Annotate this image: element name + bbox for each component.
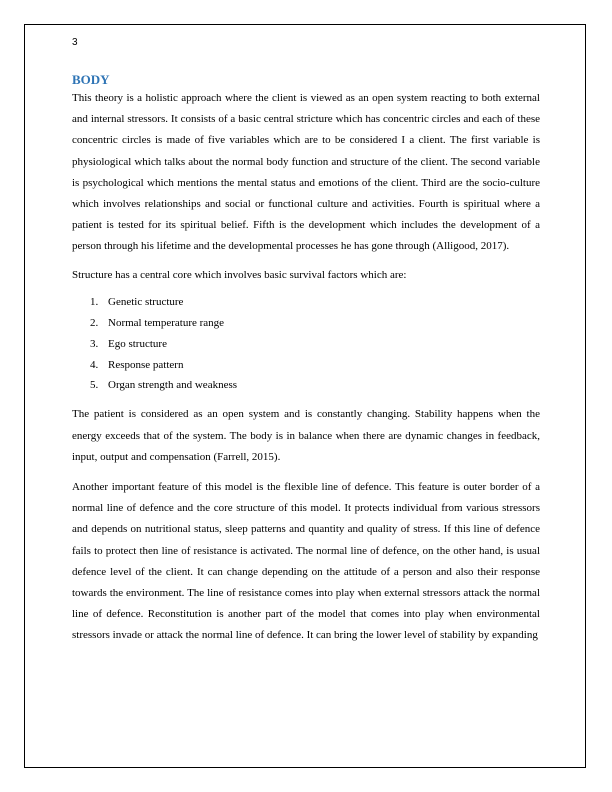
list-item-text: Response pattern — [108, 358, 184, 371]
paragraph-structure-intro: Structure has a central core which involves basic survival factors which are: — [72, 268, 407, 281]
list-item-number: 1. — [90, 295, 99, 308]
survival-factors-list — [72, 292, 540, 397]
list-item — [72, 375, 540, 396]
list-item — [72, 334, 540, 355]
list-item-number: 5. — [90, 379, 99, 392]
page-number: 3 — [72, 37, 78, 48]
list-item-number: 4. — [90, 358, 99, 371]
list-item-number: 3. — [90, 337, 99, 350]
document-body — [72, 71, 540, 647]
list-item-text: Normal temperature range — [108, 316, 225, 329]
list-item-number: 2. — [90, 316, 99, 329]
section-heading: BODY — [72, 72, 110, 87]
list-item-text: Ego structure — [108, 337, 167, 350]
paragraph-lines-of-defence: Another important feature of this model is the flexible line of defence. This feature is outer border of a normal line of defence and the core structure of this model. It protects individual from various stressors and depends on nutritional status, sleep patterns and quantity and quality of stress. If this line of defence fails to protect then line of resistance is activated. The normal line of defence, on the other hand, is usual defence level of the client. It can change depending on the attitude of a person and also their response towards the environment. The line of resistance comes into play when external stressors attack the normal line of defence. Reconstitution is another part of the model that comes into play when environmental stressors invade or attack the normal line of defence. It can bring the lower level of stability by expanding — [72, 480, 540, 642]
list-item-text: Organ strength and weakness — [108, 379, 238, 392]
list-item — [72, 292, 540, 313]
list-item-text: Genetic structure — [108, 295, 184, 308]
list-item — [72, 313, 540, 334]
paragraph-open-system: The patient is considered as an open system and is constantly changing. Stability happens when the energy exceeds that of the system. The body is in balance when there are dynamic changes in feedback, input, output and compensation (Farrell, 2015). — [72, 408, 540, 463]
paragraph-theory-overview: This theory is a holistic approach where the client is viewed as an open system reacting to both external and internal stressors. It consists of a basic central stricture which has concentric circles and each of these concentric circles is made of five variables which are to be considered I a client. The first variable is physiological which talks about the normal body function and structure of the client. The second variable is psychological which mentions the mental status and emotions of the client. Third are the socio-culture which involves relationships and social or functional culture and activities. Fourth is spiritual where a patient is tested for its spiritual belief. Fifth is the development which includes the development of a person through his lifetime and the developmental processes he has gone through (Alligood, 2017). — [72, 92, 540, 253]
list-item — [72, 355, 540, 376]
